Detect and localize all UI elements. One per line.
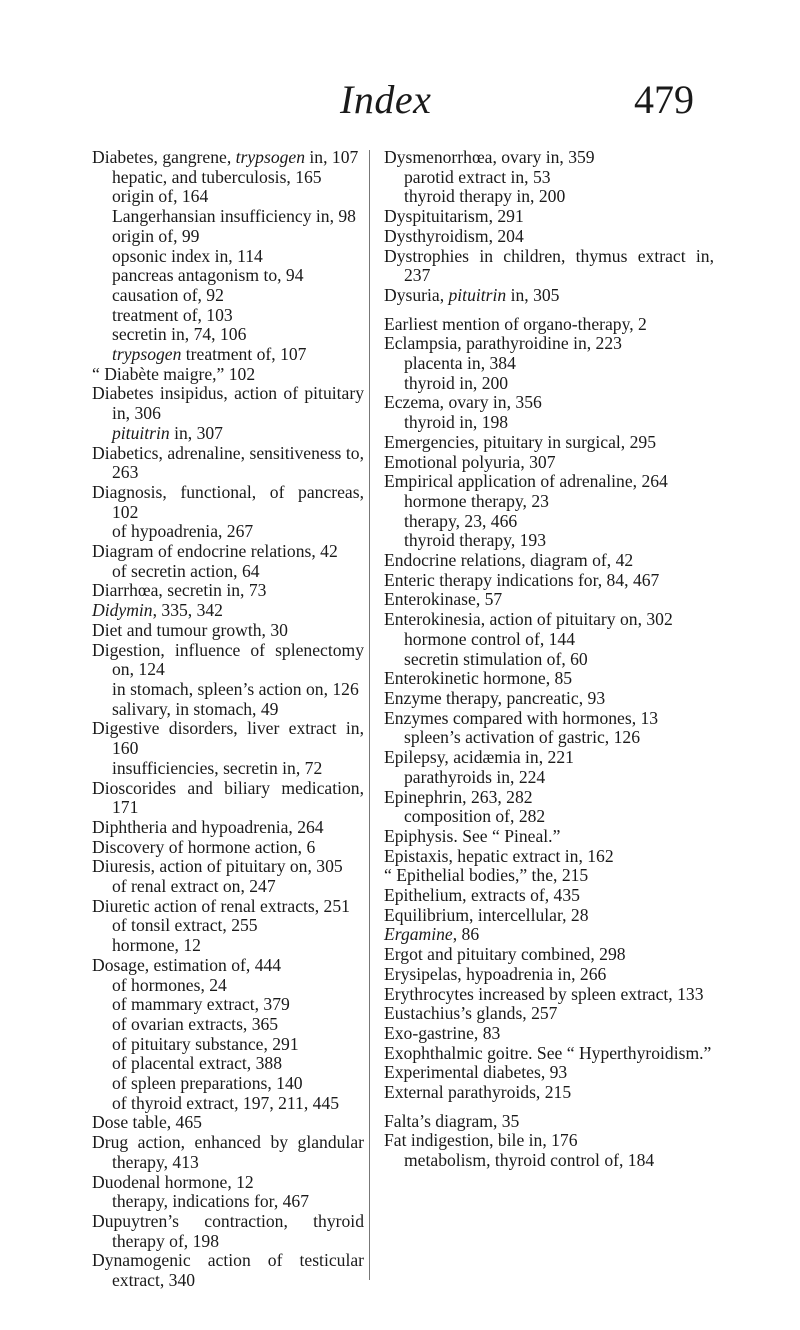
index-entry: Digestive disorders, liver extract in, 160: [92, 718, 364, 759]
page-number: 479: [634, 77, 694, 122]
index-subentry: pituitrin in, 307: [112, 422, 223, 443]
index-entry: Diet and tumour growth, 30: [92, 619, 288, 640]
index-entry: Diabetics, adrenaline, sensitiveness to, 263: [92, 442, 364, 483]
index-subentry: placenta in, 384: [404, 353, 516, 374]
index-subentry: pancreas antagonism to, 94: [112, 265, 304, 286]
index-entry: Enzymes compared with hormones, 13: [384, 707, 659, 728]
index-entry: Epinephrin, 263, 282: [384, 786, 533, 807]
index-entry: Empirical application of adrenaline, 264: [384, 471, 668, 492]
index-entry: Dose table, 465: [92, 1112, 202, 1133]
index-entry: Epilepsy, acidæmia in, 221: [384, 747, 574, 768]
index-subentry: secretin stimulation of, 60: [404, 648, 588, 669]
index-entry: Enzyme therapy, pancreatic, 93: [384, 687, 606, 708]
index-entry: Dyspituitarism, 291: [384, 206, 524, 227]
index-subentry: opsonic index in, 114: [112, 245, 263, 266]
index-subentry: of renal extract on, 247: [112, 876, 276, 897]
index-subentry: hormone therapy, 23: [404, 490, 549, 511]
index-subentry: secretin in, 74, 106: [112, 324, 247, 345]
index-subentry: causation of, 92: [112, 284, 224, 305]
index-entry: Epiphysis. See “ Pineal.”: [384, 825, 561, 846]
index-subentry: of ovarian extracts, 365: [112, 1013, 279, 1034]
index-entry: Emergencies, pituitary in surgical, 295: [384, 431, 656, 452]
index-entry: Exophthalmic goitre. See “ Hyperthyroidism.”: [384, 1042, 712, 1063]
index-entry: Diuretic action of renal extracts, 251: [92, 895, 350, 916]
index-entry: Didymin, 335, 342: [92, 600, 223, 621]
index-subentry: trypsogen treatment of, 107: [112, 344, 307, 365]
index-entry: Eustachius’s glands, 257: [384, 1003, 558, 1024]
index-entry: “ Diabète maigre,” 102: [92, 363, 256, 384]
index-subentry: insufficiencies, secretin in, 72: [112, 757, 323, 778]
index-entry: Discovery of hormone action, 6: [92, 836, 316, 857]
index-entry: Emotional polyuria, 307: [384, 451, 556, 472]
index-subentry: salivary, in stomach, 49: [112, 698, 279, 719]
index-subentry: thyroid in, 200: [404, 372, 509, 393]
index-entry: External parathyroids, 215: [384, 1082, 572, 1103]
page-title: Index: [340, 77, 432, 122]
index-subentry: thyroid therapy in, 200: [404, 186, 566, 207]
index-entry: Dysuria, pituitrin in, 305: [384, 284, 560, 305]
index-entry: Enteric therapy indications for, 84, 467: [384, 569, 660, 590]
index-entry: Enterokinase, 57: [384, 589, 503, 610]
index-entry: Diphtheria and hypoadrenia, 264: [92, 816, 324, 837]
index-subentry: origin of, 99: [112, 225, 200, 246]
index-entry: Dupuytren’s contraction, thyroid therapy of, 198: [92, 1210, 364, 1251]
index-subentry: of secretin action, 64: [112, 560, 260, 581]
index-subentry: therapy, 23, 466: [404, 510, 518, 531]
index-subentry: origin of, 164: [112, 186, 209, 207]
index-subentry: parathyroids in, 224: [404, 766, 546, 787]
index-entry: Epistaxis, hepatic extract in, 162: [384, 845, 614, 866]
index-entry: Equilibrium, intercellular, 28: [384, 904, 589, 925]
index-entry: Duodenal hormone, 12: [92, 1171, 254, 1192]
index-subentry: metabolism, thyroid control of, 184: [404, 1150, 655, 1171]
index-subentry: of hypoadrenia, 267: [112, 521, 254, 542]
index-subentry: of thyroid extract, 197, 211, 445: [112, 1092, 340, 1113]
left-index-column: [92, 148, 364, 1291]
index-subentry: thyroid in, 198: [404, 412, 509, 433]
index-subentry: treatment of, 103: [112, 304, 233, 325]
index-entry: Diarrhœa, secretin in, 73: [92, 580, 267, 601]
index-entry: Earliest mention of organo-therapy, 2: [384, 313, 647, 334]
index-entry: Eclampsia, parathyroidine in, 223: [384, 333, 622, 354]
index-subentry: of hormones, 24: [112, 974, 227, 995]
index-entry: Ergamine, 86: [384, 924, 480, 945]
index-subentry: spleen’s activation of gastric, 126: [404, 727, 640, 748]
index-entry: Falta’s diagram, 35: [384, 1110, 520, 1131]
index-subentry: hormone control of, 144: [404, 628, 576, 649]
index-subentry: of spleen preparations, 140: [112, 1073, 303, 1094]
index-entry: Enterokinesia, action of pituitary on, 302: [384, 609, 673, 630]
index-entry: Dosage, estimation of, 444: [92, 954, 282, 975]
index-entry: Diuresis, action of pituitary on, 305: [92, 856, 343, 877]
index-entry: Digestion, influence of splenectomy on, 124: [92, 639, 364, 680]
index-entry: Exo-gastrine, 83: [384, 1022, 501, 1043]
index-entry: Enterokinetic hormone, 85: [384, 668, 573, 689]
index-entry: Diagram of endocrine relations, 42: [92, 541, 338, 562]
index-entry: Eczema, ovary in, 356: [384, 392, 542, 413]
index-entry: Dysmenorrhœa, ovary in, 359: [384, 147, 595, 167]
index-entry: Endocrine relations, diagram of, 42: [384, 550, 634, 571]
index-entry: Dynamogenic action of testicular extract, 340: [92, 1250, 364, 1291]
index-subentry: therapy, indications for, 467: [112, 1191, 310, 1212]
column-divider: [369, 150, 370, 1280]
index-entry: “ Epithelial bodies,” the, 215: [384, 865, 589, 886]
index-subentry: of mammary extract, 379: [112, 994, 290, 1015]
index-subentry: Langerhansian insufficiency in, 98: [112, 206, 356, 227]
index-entry: Erysipelas, hypoadrenia in, 266: [384, 963, 607, 984]
index-entry: Fat indigestion, bile in, 176: [384, 1130, 578, 1151]
index-entry: Dysthyroidism, 204: [384, 225, 524, 246]
index-subentry: of tonsil extract, 255: [112, 915, 258, 936]
index-entry: Dystrophies in children, thymus extract in, 237: [384, 245, 714, 286]
index-entry: Diabetes insipidus, action of pituitary in, 306: [92, 383, 364, 424]
index-subentry: composition of, 282: [404, 806, 546, 827]
running-header: [0, 70, 800, 130]
index-entry: Dioscorides and biliary medication, 171: [92, 777, 364, 818]
index-subentry: of pituitary substance, 291: [112, 1033, 299, 1054]
index-entry: Epithelium, extracts of, 435: [384, 885, 580, 906]
index-entry: Diabetes, gangrene, trypsogen in, 107: [92, 147, 359, 167]
index-entry: Ergot and pituitary combined, 298: [384, 944, 626, 965]
index-subentry: thyroid therapy, 193: [404, 530, 547, 551]
index-subentry: parotid extract in, 53: [404, 166, 551, 187]
index-subentry: hormone, 12: [112, 935, 201, 956]
index-entry: Experimental diabetes, 93: [384, 1062, 568, 1083]
index-subentry: of placental extract, 388: [112, 1053, 282, 1074]
right-index-column: [384, 148, 714, 1171]
index-entry: Diagnosis, functional, of pancreas, 102: [92, 481, 364, 522]
index-subentry: hepatic, and tuberculosis, 165: [112, 166, 322, 187]
index-entry: Drug action, enhanced by glandular therapy, 413: [92, 1132, 364, 1172]
index-subentry: in stomach, spleen’s action on, 126: [112, 678, 359, 699]
index-entry: Erythrocytes increased by spleen extract, 133: [384, 983, 704, 1004]
